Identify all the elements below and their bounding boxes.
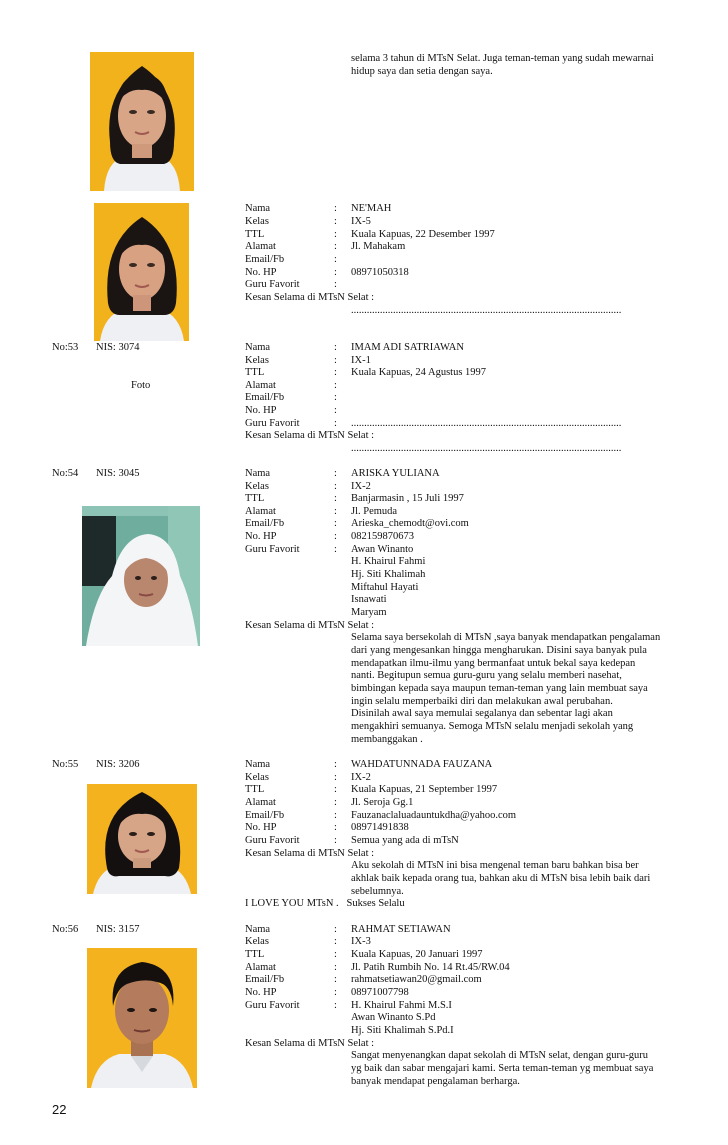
- value-kelas: IX-3: [351, 936, 371, 947]
- student-photo: [87, 948, 197, 1088]
- value-hp: 082159870673: [351, 531, 414, 542]
- kesan-line: hidup saya dan setia dengan saya.: [351, 66, 493, 77]
- label-alamat: Alamat: [245, 241, 276, 252]
- label-guru: Guru Favorit: [245, 544, 300, 555]
- value-guru: Hj. Siti Khalimah S.Pd.I: [351, 1025, 454, 1036]
- value-kelas: IX-1: [351, 355, 371, 366]
- kesan-line: sebelumnya.: [351, 886, 404, 897]
- label-nama: Nama: [245, 203, 271, 214]
- colon: :: [334, 772, 337, 783]
- value-guru: Semua yang ada di mTsN: [351, 835, 459, 846]
- value-guru: .......................................................................................................: [351, 418, 622, 429]
- value-guru: Awan Winanto S.Pd: [351, 1012, 436, 1023]
- colon: :: [334, 392, 337, 403]
- kesan-line: mendapatkan ilmu-ilmu yang bermanfaat untuk bekal saya kedepan: [351, 658, 636, 669]
- kesan-line: Selama saya bersekolah di MTsN ,saya banyak mendapatkan pengalaman: [351, 632, 661, 643]
- value-guru: Hj. Siti Khalimah: [351, 569, 426, 580]
- value-ttl: Kuala Kapuas, 20 Januari 1997: [351, 949, 483, 960]
- kesan-line: .......................................................................................................: [351, 443, 622, 454]
- kesan-line: mengakhiri semuanya. Semoga MTsN selalu menjadi sekolah yang: [351, 721, 634, 732]
- colon: :: [334, 279, 337, 290]
- value-guru: H. Khairul Fahmi: [351, 556, 426, 567]
- colon: :: [334, 936, 337, 947]
- student-number: No:56: [52, 924, 79, 935]
- label-nama: Nama: [245, 342, 271, 353]
- label-email: Email/Fb: [245, 974, 285, 985]
- label-kelas: Kelas: [245, 481, 269, 492]
- value-nama: WAHDATUNNADA FAUZANA: [351, 759, 493, 770]
- label-ttl: TTL: [245, 229, 265, 240]
- kesan-line: Disinilah awal saya memulai segalanya dan sebentar lagi akan: [351, 708, 613, 719]
- label-alamat: Alamat: [245, 380, 276, 391]
- kesan-line: Aku sekolah di MTsN ini bisa mengenal teman baru bahkan bisa ber: [351, 860, 639, 871]
- colon: :: [334, 531, 337, 542]
- value-nama: NE'MAH: [351, 203, 392, 214]
- colon: :: [334, 784, 337, 795]
- value-hp: 08971491838: [351, 822, 409, 833]
- label-nama: Nama: [245, 468, 271, 479]
- student-number: No:55: [52, 759, 79, 770]
- student-nis: NIS: 3157: [96, 924, 140, 935]
- colon: :: [334, 544, 337, 555]
- kesan-line: ingin selalu memperbaiki diri dan melakukan awal perubahan.: [351, 696, 613, 707]
- colon: :: [334, 380, 337, 391]
- student-photo: [90, 52, 194, 191]
- student-number: No:53: [52, 342, 79, 353]
- value-ttl: Kuala Kapuas, 24 Agustus 1997: [351, 367, 487, 378]
- kesan-line: yg baik dan sabar mengajari kami. Serta teman-teman yg membuat saya: [351, 1063, 654, 1074]
- value-alamat: Jl. Mahakam: [351, 241, 406, 252]
- label-hp: No. HP: [245, 267, 277, 278]
- label-alamat: Alamat: [245, 797, 276, 808]
- value-alamat: Jl. Patih Rumbih No. 14 Rt.45/RW.04: [351, 962, 510, 973]
- colon: :: [334, 974, 337, 985]
- label-email: Email/Fb: [245, 518, 285, 529]
- value-kelas: IX-2: [351, 481, 371, 492]
- label-kelas: Kelas: [245, 936, 269, 947]
- colon: :: [334, 493, 337, 504]
- label-alamat: Alamat: [245, 506, 276, 517]
- student-number: No:54: [52, 468, 79, 479]
- label-hp: No. HP: [245, 531, 277, 542]
- label-alamat: Alamat: [245, 962, 276, 973]
- colon: :: [334, 254, 337, 265]
- value-guru: Awan Winanto: [351, 544, 414, 555]
- value-alamat: Jl. Seroja Gg.1: [351, 797, 414, 808]
- colon: :: [334, 481, 337, 492]
- value-nama: ARISKA YULIANA: [351, 468, 440, 479]
- colon: :: [334, 797, 337, 808]
- colon: :: [334, 405, 337, 416]
- colon: :: [334, 216, 337, 227]
- value-guru: Isnawati: [351, 594, 387, 605]
- colon: :: [334, 367, 337, 378]
- student-nis: NIS: 3206: [96, 759, 140, 770]
- colon: :: [334, 468, 337, 479]
- kesan-line: dari yang mengesankan hingga mengharukan. Disini saya banyak pula: [351, 645, 647, 656]
- label-ttl: TTL: [245, 367, 265, 378]
- label-kelas: Kelas: [245, 772, 269, 783]
- label-guru: Guru Favorit: [245, 1000, 300, 1011]
- value-guru: Maryam: [351, 607, 387, 618]
- value-alamat: Jl. Pemuda: [351, 506, 398, 517]
- value-kelas: IX-2: [351, 772, 371, 783]
- label-kesan: Kesan Selama di MTsN Selat :: [245, 430, 375, 441]
- colon: :: [334, 810, 337, 821]
- kesan-extra: I LOVE YOU MTsN . Sukses Selalu: [245, 898, 405, 909]
- value-email: Arieska_chemodt@ovi.com: [351, 518, 469, 529]
- value-nama: RAHMAT SETIAWAN: [351, 924, 451, 935]
- kesan-line: akhlak baik kepada orang tua, bahkan aku di MTsN bisa lebih baik dari: [351, 873, 651, 884]
- student-photo: [94, 203, 189, 341]
- value-kelas: IX-5: [351, 216, 371, 227]
- label-guru: Guru Favorit: [245, 418, 300, 429]
- colon: :: [334, 962, 337, 973]
- colon: :: [334, 822, 337, 833]
- value-ttl: Banjarmasin , 15 Juli 1997: [351, 493, 464, 504]
- value-nama: IMAM ADI SATRIAWAN: [351, 342, 464, 353]
- kesan-line: membanggakan .: [351, 734, 423, 745]
- colon: :: [334, 949, 337, 960]
- colon: :: [334, 759, 337, 770]
- label-email: Email/Fb: [245, 392, 285, 403]
- label-kesan: Kesan Selama di MTsN Selat :: [245, 1038, 375, 1049]
- student-nis: NIS: 3045: [96, 468, 140, 479]
- label-ttl: TTL: [245, 784, 265, 795]
- colon: :: [334, 241, 337, 252]
- label-kesan: Kesan Selama di MTsN Selat :: [245, 848, 375, 859]
- colon: :: [334, 342, 337, 353]
- colon: :: [334, 355, 337, 366]
- value-email: Fauzanaclaluadauntukdha@yahoo.com: [351, 810, 517, 821]
- kesan-line: banyak mendapat pengalaman berharga.: [351, 1076, 520, 1087]
- value-ttl: Kuala Kapuas, 21 September 1997: [351, 784, 498, 795]
- value-email: rahmatsetiawan20@gmail.com: [351, 974, 482, 985]
- photo-placeholder: Foto: [131, 380, 151, 391]
- colon: :: [334, 987, 337, 998]
- colon: :: [334, 267, 337, 278]
- kesan-line: selama 3 tahun di MTsN Selat. Juga teman-teman yang sudah mewarnai: [351, 53, 654, 64]
- student-photo: [87, 784, 197, 894]
- label-hp: No. HP: [245, 405, 277, 416]
- kesan-line: nanti. Begitupun semua guru-guru yang selalu memberi nasehat,: [351, 670, 622, 681]
- label-hp: No. HP: [245, 822, 277, 833]
- value-hp: 08971007798: [351, 987, 409, 998]
- label-guru: Guru Favorit: [245, 835, 300, 846]
- kesan-line: .......................................................................................................: [351, 305, 622, 316]
- label-kesan: Kesan Selama di MTsN Selat :: [245, 620, 375, 631]
- colon: :: [334, 229, 337, 240]
- value-guru: Miftahul Hayati: [351, 582, 419, 593]
- student-nis: NIS: 3074: [96, 342, 140, 353]
- label-email: Email/Fb: [245, 810, 285, 821]
- label-kesan: Kesan Selama di MTsN Selat :: [245, 292, 375, 303]
- colon: :: [334, 1000, 337, 1011]
- label-ttl: TTL: [245, 949, 265, 960]
- value-hp: 08971050318: [351, 267, 409, 278]
- label-email: Email/Fb: [245, 254, 285, 265]
- colon: :: [334, 835, 337, 846]
- value-ttl: Kuala Kapuas, 22 Desember 1997: [351, 229, 495, 240]
- colon: :: [334, 506, 337, 517]
- page-number: 22: [52, 1102, 67, 1117]
- label-hp: No. HP: [245, 987, 277, 998]
- label-guru: Guru Favorit: [245, 279, 300, 290]
- label-kelas: Kelas: [245, 355, 269, 366]
- label-nama: Nama: [245, 759, 271, 770]
- kesan-line: bimbingan kepada saya maupun teman-teman yang lain membuat saya: [351, 683, 648, 694]
- label-ttl: TTL: [245, 493, 265, 504]
- colon: :: [334, 924, 337, 935]
- kesan-line: Sangat menyenangkan dapat sekolah di MTsN selat, dengan guru-guru: [351, 1050, 648, 1061]
- label-kelas: Kelas: [245, 216, 269, 227]
- colon: :: [334, 418, 337, 429]
- colon: :: [334, 203, 337, 214]
- colon: :: [334, 518, 337, 529]
- value-guru: H. Khairul Fahmi M.S.I: [351, 1000, 452, 1011]
- label-nama: Nama: [245, 924, 271, 935]
- student-photo: [82, 506, 200, 646]
